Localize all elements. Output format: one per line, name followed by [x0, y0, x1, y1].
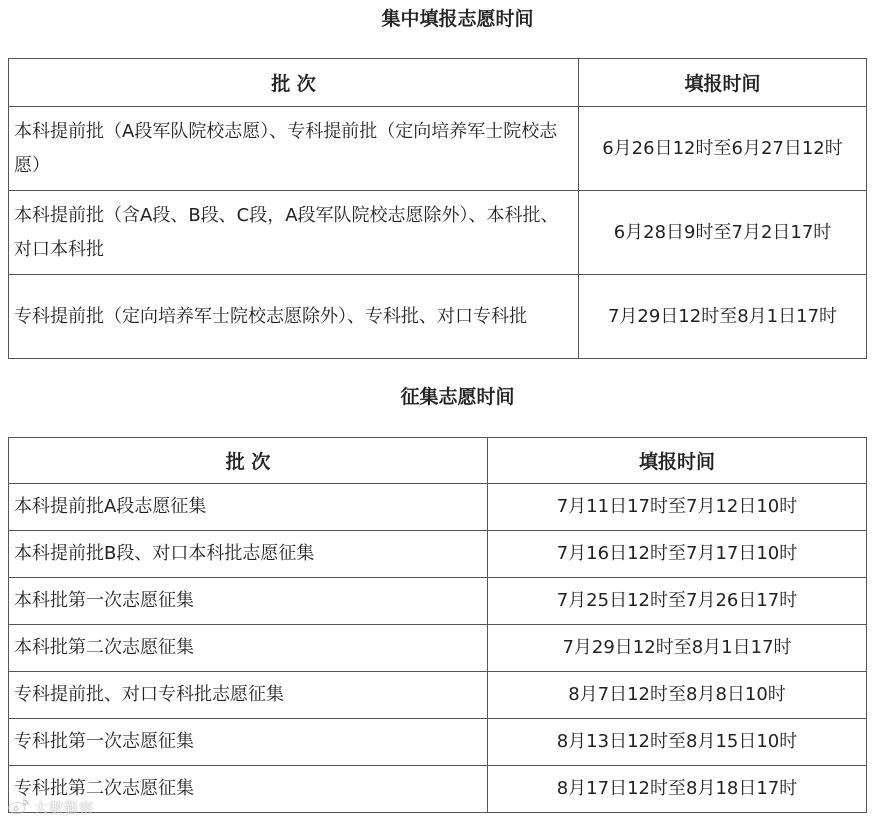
- section-title-centralized: 集中填报志愿时间: [381, 8, 534, 30]
- batch-cell: 本科提前批（含A段、B段、C段，A段军队院校志愿除外）、本科批、对口本科批: [9, 191, 579, 275]
- table-header-row: [9, 59, 867, 107]
- table-row: [9, 672, 867, 719]
- table-row: [9, 531, 867, 578]
- table-row: [9, 766, 867, 813]
- header-time: 填报时间: [488, 438, 867, 484]
- batch-cell: 本科提前批A段志愿征集: [9, 484, 488, 531]
- table-row: [9, 625, 867, 672]
- batch-cell: 专科批第一次志愿征集: [9, 719, 488, 766]
- batch-cell: 本科批第一次志愿征集: [9, 578, 488, 625]
- table-row: [9, 578, 867, 625]
- table-row: [9, 107, 867, 191]
- header-batch: 批 次: [9, 438, 488, 484]
- batch-cell: 专科提前批、对口专科批志愿征集: [9, 672, 488, 719]
- table-header-row: [9, 438, 867, 484]
- section-title-solicitation: 征集志愿时间: [400, 386, 515, 408]
- time-cell: 6月28日9时至7月2日17时: [579, 191, 867, 275]
- time-cell: 6月26日12时至6月27日12时: [579, 107, 867, 191]
- batch-cell: 专科提前批（定向培养军士院校志愿除外）、专科批、对口专科批: [9, 275, 579, 359]
- time-cell: 7月29日12时至8月1日17时: [579, 275, 867, 359]
- time-cell: 8月7日12时至8月8日10时: [488, 672, 867, 719]
- centralized-filing-table: [8, 58, 867, 359]
- time-cell: 7月29日12时至8月1日17时: [488, 625, 867, 672]
- table-row: [9, 275, 867, 359]
- time-cell: 7月16日12时至7月17日10时: [488, 531, 867, 578]
- time-cell: 8月13日12时至8月15日10时: [488, 719, 867, 766]
- header-time: 填报时间: [579, 59, 867, 107]
- solicitation-table: [8, 437, 867, 813]
- batch-cell: 本科提前批（A段军队院校志愿）、专科提前批（定向培养军士院校志愿）: [9, 107, 579, 191]
- time-cell: 7月25日12时至7月26日17时: [488, 578, 867, 625]
- batch-cell: 本科提前批B段、对口本科批志愿征集: [9, 531, 488, 578]
- batch-cell: 专科批第二次志愿征集: [9, 766, 488, 813]
- table-row: [9, 484, 867, 531]
- time-cell: 7月11日17时至7月12日10时: [488, 484, 867, 531]
- table-row: [9, 191, 867, 275]
- table-row: [9, 719, 867, 766]
- batch-cell: 本科批第二次志愿征集: [9, 625, 488, 672]
- watermark-text: 大數觀察: [34, 801, 94, 817]
- time-cell: 8月17日12时至8月18日17时: [488, 766, 867, 813]
- header-batch: 批 次: [9, 59, 579, 107]
